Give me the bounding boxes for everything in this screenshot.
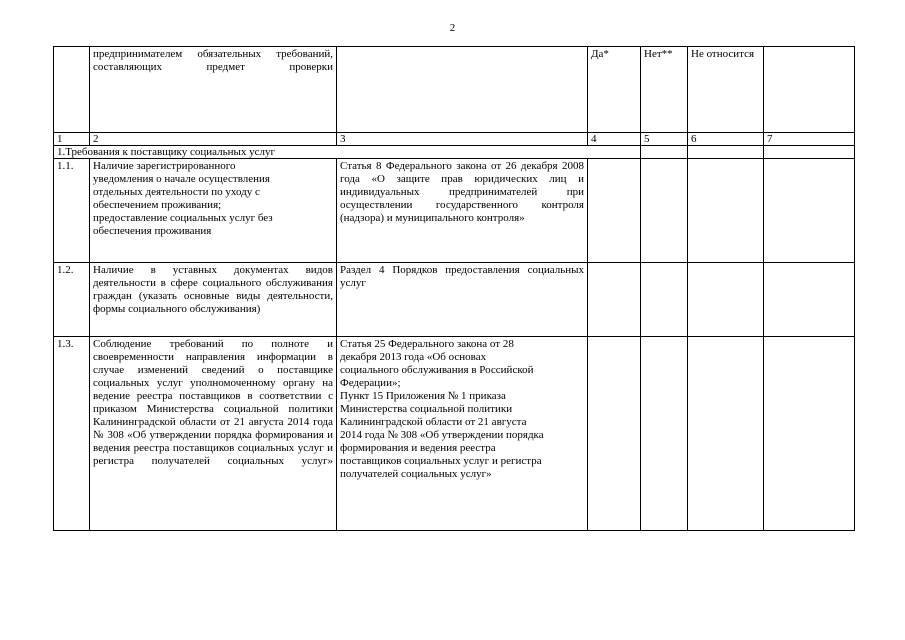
column-number: 1: [54, 133, 90, 146]
column-number: 7: [764, 133, 855, 146]
table-row: [54, 263, 855, 337]
column-number: 4: [588, 133, 641, 146]
row-yes-cell: [588, 263, 641, 337]
row-requirement: Наличие зарегистрированного уведомления о начале осуществления отдельных деятельности по уходу с обеспечением проживания; предоставление социальных услуг без обеспечения проживания: [90, 159, 337, 263]
row-notes-cell: [764, 337, 855, 531]
row-basis: Статья 25 Федерального закона от 28 декабря 2013 года «Об основах социального обслуживания в Российской Федерации»; Пункт 15 Приложения № 1 приказа Министерства социальной политики Калининградской области от 21 августа 2014 года № 308 «Об утверждении порядка формирования и ведения реестра поставщиков социальных услуг и регистра получателей социальных услуг»: [337, 337, 588, 531]
row-no-cell: [641, 263, 688, 337]
row-not-applicable-cell: [688, 263, 764, 337]
header-requirement-cell: предпринимателем обязательных требований, составляющих предмет проверки: [90, 47, 337, 133]
section-row: [54, 146, 855, 159]
header-number-cell: [54, 47, 90, 133]
row-basis: Раздел 4 Порядков предоставления социальных услуг: [337, 263, 588, 337]
row-not-applicable-cell: [688, 159, 764, 263]
row-number: 1.3.: [54, 337, 90, 531]
row-basis: Статья 8 Федерального закона от 26 декабря 2008 года «О защите прав юридических лиц и индивидуальных предпринимателей при осуществлении государственного контроля (надзора) и муниципального контроля»: [337, 159, 588, 263]
header-basis-cell: [337, 47, 588, 133]
section-empty-cell: [641, 146, 688, 159]
row-requirement: Наличие в уставных документах видов деятельности в сфере социального обслуживания граждан (указать основные виды деятельности, формы социального обслуживания): [90, 263, 337, 337]
column-numbers-row: [54, 133, 855, 146]
table-row: [54, 159, 855, 263]
column-number: 6: [688, 133, 764, 146]
section-title: 1.Требования к поставщику социальных услуг: [54, 146, 641, 159]
column-number: 2: [90, 133, 337, 146]
row-number: 1.1.: [54, 159, 90, 263]
header-not-applicable-cell: Не относится: [688, 47, 764, 133]
row-no-cell: [641, 337, 688, 531]
inspection-checklist-table: [53, 46, 855, 531]
header-no-cell: Нет**: [641, 47, 688, 133]
header-yes-cell: Да*: [588, 47, 641, 133]
row-yes-cell: [588, 159, 641, 263]
row-number: 1.2.: [54, 263, 90, 337]
table-header-row: [54, 47, 855, 133]
row-yes-cell: [588, 337, 641, 531]
section-empty-cell: [688, 146, 764, 159]
section-empty-cell: [764, 146, 855, 159]
column-number: 5: [641, 133, 688, 146]
row-no-cell: [641, 159, 688, 263]
table-row: [54, 337, 855, 531]
row-requirement: Соблюдение требований по полноте и своевременности направления информации в случае изменений сведений о поставщике социальных услуг уполномоченному органу на ведение реестра поставщиков в соответствии с приказом Министерства социальной политики Калининградской области от 21 августа 2014 года № 308 «Об утверждении порядка формирования и ведения реестра поставщиков социальных услуг и регистра получателей социальных услуг»: [90, 337, 337, 531]
row-notes-cell: [764, 263, 855, 337]
header-notes-cell: [764, 47, 855, 133]
page-number: 2: [449, 22, 456, 34]
row-not-applicable-cell: [688, 337, 764, 531]
row-notes-cell: [764, 159, 855, 263]
column-number: 3: [337, 133, 588, 146]
